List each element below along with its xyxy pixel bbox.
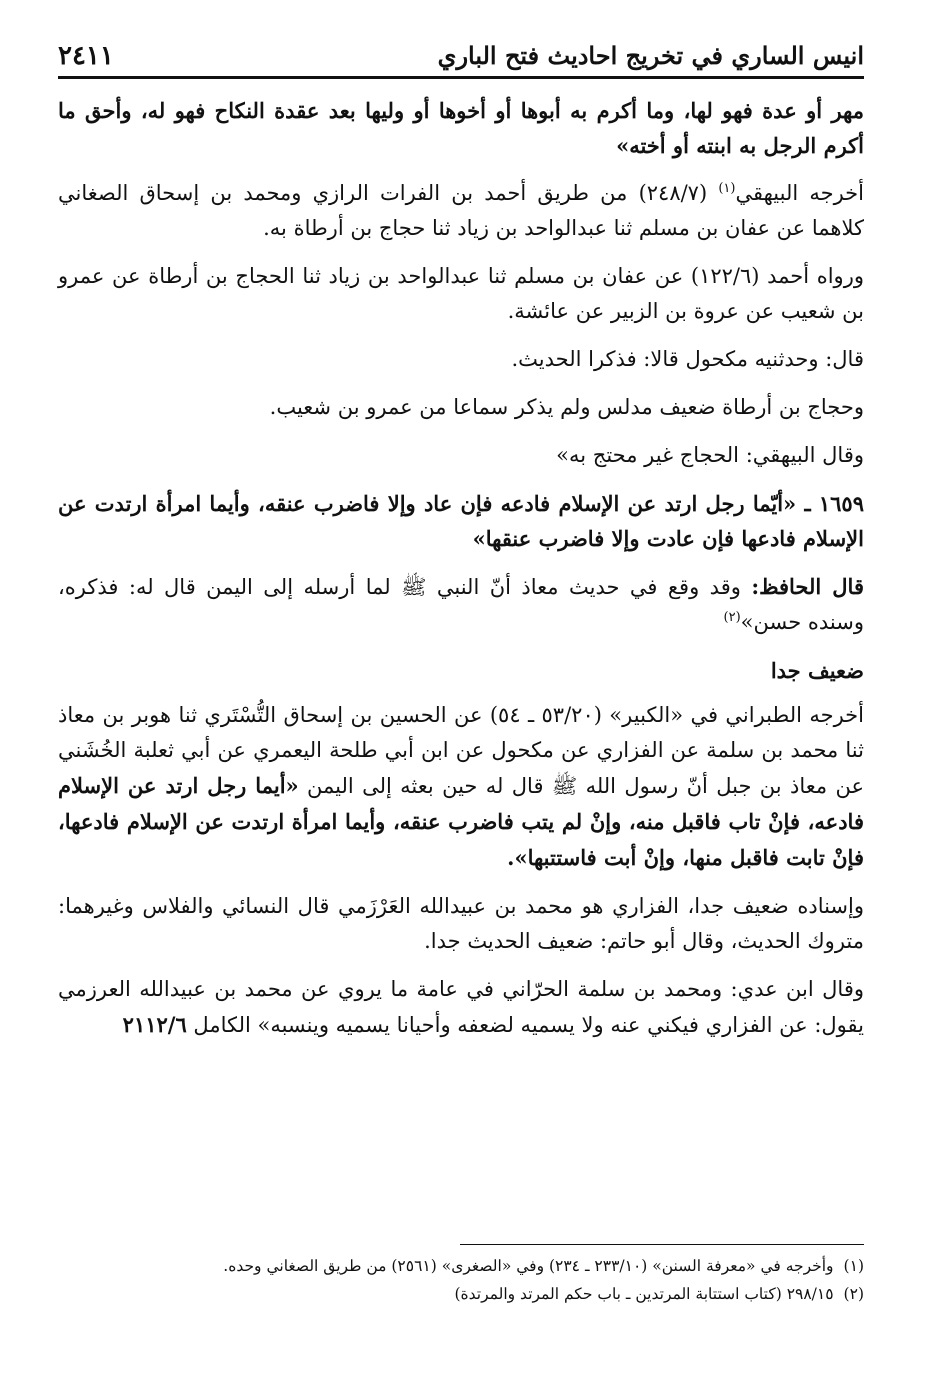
paragraph-hafiz — [58, 569, 864, 640]
paragraph-takhrij-bayhaqi — [58, 176, 864, 246]
footnote-number: (٢) — [843, 1285, 864, 1303]
paragraph-text: وقال ابن عدي: ومحمد بن سلمة الحرّاني في عامة ما يروي عن محمد بن عبيدالله العرزمي يقول: عن الفزاري فيكني عنه ولا يسميه لضعفه وأحيانا يسميه وينسبه» الكامل — [58, 977, 864, 1037]
footnote-text: وأخرجه في «معرفة السنن» (٢٣٣/١٠ ـ ٢٣٤) وفي «الصغرى» (٢٥٦١) من طريق الصغاني وحده. — [223, 1257, 834, 1275]
footnote-separator — [460, 1244, 864, 1245]
hadith-1659: ١٦٥٩ ـ «أيّما رجل ارتد عن الإسلام فادعه فإن عاد وإلا فاضرب عنقه، وأيما امرأة ارتدت عن الإسلام فادعها فإن عادت وإلا فاضرب عنقها» — [58, 491, 864, 551]
paragraph-makhul: قال: وحدثنيه مكحول قالا: فذكرا الحديث. — [511, 347, 864, 371]
paragraph-ibn-adi — [58, 972, 864, 1043]
page-body — [58, 36, 864, 1056]
paragraph-takhrij-ahmad: ورواه أحمد (١٢٢/٦) عن عفان بن مسلم ثنا عبدالواحد بن زياد ثنا الحجاج بن أرطاة عن عمرو بن شعيب عن عروة بن الزبير عن عائشة. — [58, 264, 864, 323]
footnote-text: ٢٩٨/١٥ (كتاب استتابة المرتدين ـ باب حكم المرتد والمرتدة) — [454, 1285, 834, 1303]
footnote-ref-1[interactable]: (١) — [718, 181, 736, 196]
hadith-text-bold: «أيما رجل ارتد عن الإسلام فادعه، فإنْ تاب فاقبل منه، وإنْ لم يتب فاضرب عنقه، وأيما امرأة ارتدت عن الإسلام فادعها، فإنْ تابت فاقبل منها، وإنْ أبت فاستتبها». — [58, 773, 864, 870]
page-number: ٢٤١١ — [58, 41, 114, 71]
footnote-2 — [58, 1280, 864, 1308]
running-header — [58, 36, 864, 76]
paragraph-text: أخرجه الطبراني في «الكبير» (٥٣/٢٠ ـ ٥٤) عن الحسين بن إسحاق التُّسْتَري ثنا هوبر بن معاذ ثنا محمد بن سلمة عن الفزاري عن مكحول عن ابن أبي طلحة اليعمري عن أبي ثعلبة الخُشَني عن معاذ بن جبل أنّ رسول الله ﷺ قال له حين بعثه إلى اليمن — [58, 703, 864, 798]
paragraph-hajjaj: وحجاج بن أرطاة ضعيف مدلس ولم يذكر سماعا من عمرو بن شعيب. — [269, 395, 864, 419]
footnote-number: (١) — [843, 1257, 864, 1275]
kamil-reference: ٢١١٢/٦ — [122, 1012, 187, 1037]
header-rule — [58, 76, 864, 79]
footnote-1 — [58, 1252, 864, 1280]
paragraph-isnad: وإسناده ضعيف جدا، الفزاري هو محمد بن عبيدالله العَرْزَمي قال النسائي والفلاس وغيرهما: متروك الحديث، وقال أبو حاتم: ضعيف الحديث جدا. — [58, 894, 864, 953]
paragraph-tabarani — [58, 698, 864, 876]
paragraph-hadith-end: مهر أو عدة فهو لها، وما أكرم به أبوها أو أخوها أو وليها بعد عقدة النكاح فهو له، وأحق ما أكرم الرجل به ابنته أو أخته» — [58, 98, 864, 158]
paragraph-text: أخرجه البيهقي — [735, 181, 864, 205]
paragraph-bayhaqi-comment: وقال البيهقي: الحجاج غير محتج به» — [556, 443, 864, 467]
footnote-ref-2[interactable]: (٢) — [723, 610, 741, 625]
header-title: انيس الساري في تخريج احاديث فتح الباري — [437, 41, 864, 70]
paragraph-text: وقد وقع في حديث معاذ أنّ النبي ﷺ لما أرسله إلى اليمن قال له: فذكره، وسنده حسن» — [58, 575, 864, 634]
footnotes — [58, 1252, 864, 1308]
hafiz-label: قال الحافظ: — [751, 574, 864, 599]
grade-heading: ضعيف جدا — [770, 658, 864, 683]
paragraph-text: (٢٤٨/٧) من طريق أحمد بن الفرات الرازي ومحمد بن إسحاق الصغاني كلاهما عن عفان بن مسلم ثنا عبدالواحد بن زياد ثنا حجاج بن أرطاة به. — [58, 181, 864, 240]
